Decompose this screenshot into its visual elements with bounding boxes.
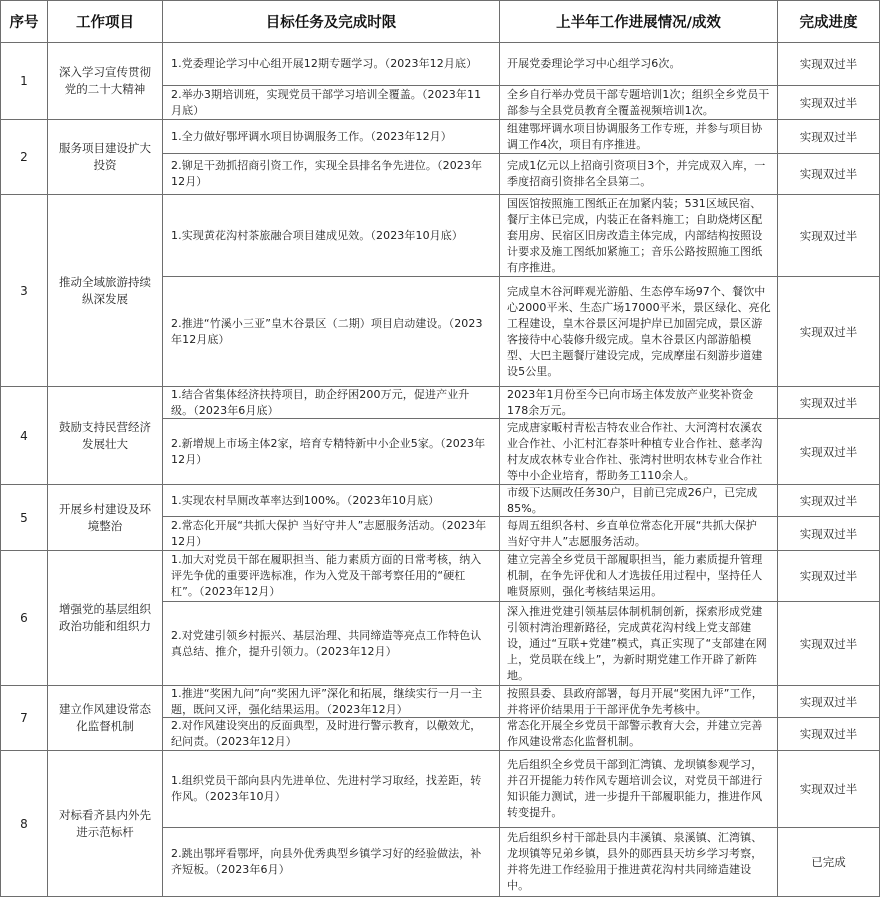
- task-cell: 2.常态化开展“共抓大保护 当好守井人”志愿服务活动。（2023年12月）: [171, 518, 487, 548]
- task-cell: 1.组织党员干部向县内先进单位、先进村学习取经，找差距，转作风。（2023年10月）: [171, 774, 482, 803]
- grid-line: [0, 550, 880, 551]
- task-cell: 2.举办3期培训班，实现党员干部学习培训全覆盖。（2023年11月底）: [171, 87, 482, 117]
- row-number: 3: [20, 283, 28, 298]
- grid-line: [162, 418, 880, 419]
- grid-line: [0, 194, 880, 195]
- grid-line: [162, 827, 880, 828]
- status-cell: 实现双过半: [799, 167, 858, 181]
- task-cell: 1.党委理论学习中心组开展12期专题学习。（2023年12月底）: [171, 57, 478, 70]
- status-cell: 实现双过半: [799, 57, 858, 71]
- progress-cell: 国医馆按照施工图纸正在加紧内装；531区域民宿、餐厅主体已完成，内装正在备料施工；自助烧烤区配套用房、民宿区旧房改造主体完成，内部结构按照设计要求及施工图纸加紧施工；音乐公路按照施工图纸有序推进。: [507, 196, 763, 274]
- task-cell: 2.铆足干劲抓招商引资工作，实现全县排名争先进位。（2023年12月）: [171, 159, 483, 188]
- header-status: 完成进度: [799, 15, 858, 31]
- status-cell: 实现双过半: [799, 493, 858, 508]
- progress-cell: 完成1亿元以上招商引资项目3个，并完成双入库，一季度招商引资排名全县第二。: [507, 159, 766, 188]
- progress-cell: 完成唐家畈村青松吉特农业合作社、大河湾村农溪农业合作社、小汇村汇春茶叶种植专业合作社、慈孝沟村友成农林专业合作社、张湾村世明农林专业合作社等中小企业培育，帮助务工110余人。: [507, 420, 763, 482]
- row-number: 7: [20, 711, 28, 725]
- status-cell: 实现双过半: [799, 526, 858, 541]
- header-task: 目标任务及完成时限: [265, 15, 397, 31]
- header-progress: 上半年工作进展情况/成效: [556, 15, 721, 31]
- grid-line: [162, 0, 163, 897]
- grid-line: [47, 0, 48, 897]
- status-cell: 实现双过半: [799, 569, 858, 583]
- grid-line: [0, 484, 880, 485]
- grid-line: [0, 42, 880, 43]
- progress-cell: 深入推进党建引领基层体制机制创新，探索形成党建引领村湾治理新路径，完成黄花沟村线上党支部建设，通过“互联+党建”模式，真正实现了“支部建在网上，党员联在线上”，为新时期党建工作开辟了新阵地。: [507, 604, 767, 682]
- task-cell: 2.推进“竹溪小三亚”皇木谷景区（二期）项目启动建设。（2023年12月底）: [171, 316, 483, 346]
- grid-line: [0, 0, 880, 1]
- task-cell: 1.实现黄花沟村茶旅融合项目建成见效。（2023年10月底）: [171, 228, 463, 242]
- row-number: 8: [20, 816, 28, 831]
- task-cell: 1.实现农村旱厕改革率达到100%。（2023年10月底）: [171, 493, 440, 507]
- work-item: 鼓励支持民营经济发展壮大: [59, 419, 151, 451]
- work-item: 服务项目建设扩大投资: [59, 141, 151, 172]
- status-cell: 实现双过半: [799, 324, 858, 339]
- status-cell: 已完成: [811, 855, 846, 869]
- grid-line: [499, 0, 500, 897]
- progress-cell: 每周五组织各村、乡直单位常态化开展“共抓大保护 当好守井人”志愿服务活动。: [507, 518, 757, 548]
- row-number: 6: [20, 611, 28, 625]
- grid-line: [0, 750, 880, 751]
- status-cell: 实现双过半: [799, 444, 858, 459]
- grid-line: [0, 896, 880, 897]
- work-item: 增强党的基层组织政治功能和组织力: [59, 602, 151, 633]
- task-cell: 1.推进“奖困九问”向“奖困九评”深化和拓展，继续实行一月一主题，既问又评，强化结果运用。（2023年12月）: [171, 686, 483, 716]
- task-cell: 2.对党建引领乡村振兴、基层治理、共同缔造等亮点工作特色认真总结、推介，提升引领力。（2023年12月）: [171, 628, 482, 658]
- work-item: 建立作风建设常态化监督机制: [59, 702, 151, 733]
- work-item: 深入学习宣传贯彻党的二十大精神: [59, 65, 151, 96]
- grid-line: [162, 717, 880, 718]
- row-number: 5: [20, 510, 28, 525]
- grid-line: [162, 85, 880, 86]
- status-cell: 实现双过半: [799, 95, 858, 110]
- task-cell: 2.跳出鄂坪看鄂坪，向县外优秀典型乡镇学习好的经验做法，补齐短板。（2023年6月）: [171, 847, 482, 876]
- grid-line: [162, 601, 880, 602]
- status-cell: 实现双过半: [799, 782, 858, 796]
- header-item: 工作项目: [76, 15, 134, 31]
- grid-line: [0, 386, 880, 387]
- progress-cell: 建立完善全乡党员干部履职担当，能力素质提升管理机制，在争先评优和人才选拔任用过程中，坚持任人唯贤原则，强化考核结果运用。: [507, 553, 763, 598]
- progress-cell: 2023年1月份至今已向市场主体发放产业奖补资金178余万元。: [507, 387, 754, 417]
- grid-line: [0, 685, 880, 686]
- progress-cell: 开展党委理论学习中心组学习6次。: [507, 57, 681, 70]
- row-number: 2: [20, 150, 28, 164]
- grid-line: [162, 276, 880, 277]
- grid-line: [162, 153, 880, 154]
- progress-cell: 全乡自行举办党员干部专题培训1次；组织全乡党员干部参与全县党员教育全覆盖视频培训1次。: [507, 87, 770, 117]
- progress-cell: 市级下达厕改任务30户，目前已完成26户，已完成85%。: [507, 485, 758, 515]
- progress-cell: 常态化开展全乡党员干部警示教育大会，并建立完善作风建设常态化监督机制。: [507, 719, 763, 748]
- task-cell: 2.新增规上市场主体2家，培育专精特新中小企业5家。（2023年12月）: [171, 436, 486, 466]
- grid-line: [0, 119, 880, 120]
- grid-line: [0, 0, 1, 897]
- status-cell: 实现双过半: [799, 694, 858, 709]
- header-no: 序号: [9, 15, 39, 31]
- progress-cell: 组建鄂坪调水项目协调服务工作专班，并参与项目协调工作4次，项目有序推进。: [507, 121, 763, 151]
- status-cell: 实现双过半: [799, 636, 858, 651]
- row-number: 4: [20, 428, 28, 443]
- progress-cell: 先后组织全乡党员干部到汇湾镇、龙坝镇参观学习，并召开提能力转作风专题培训会议，对党员干部进行知识能力测试，进一步提升干部履职能力，推进作风转变提升。: [507, 758, 763, 819]
- status-cell: 实现双过半: [799, 395, 858, 410]
- status-cell: 实现双过半: [799, 129, 858, 144]
- grid-line: [777, 0, 778, 897]
- grid-line: [162, 516, 880, 517]
- progress-cell: 完成皇木谷河畔观光游船、生态停车场97个、餐饮中心2000平米、生态广场17000平米，景区绿化、亮化工程建设，皇木谷景区河堤护岸已加固完成，景区游客接待中心装修升级完成。皇木谷景区内部游船模型、大巴主题餐厅建设完成，完成摩崖石刻游步道建设5公里。: [507, 284, 771, 378]
- work-item: 推动全域旅游持续纵深发展: [59, 274, 151, 306]
- status-cell: 实现双过半: [799, 228, 858, 243]
- progress-cell: 先后组织乡村干部赴县内丰溪镇、泉溪镇、汇湾镇、龙坝镇等兄弟乡镇，县外的郧西县天坊乡学习考察，并将先进工作经验用于推进黄花沟村共同缔造建设中。: [507, 831, 763, 892]
- progress-cell: 按照县委、县政府部署，每月开展“奖困九评”工作，并将评价结果用于干部评优争先考核中。: [507, 686, 763, 716]
- task-cell: 1.结合省集体经济扶持项目，助企纾困200万元，促进产业升级。（2023年6月底）: [171, 387, 470, 417]
- status-cell: 实现双过半: [799, 727, 858, 741]
- task-cell: 1.全力做好鄂坪调水项目协调服务工作。（2023年12月）: [171, 129, 452, 143]
- task-cell: 1.加大对党员干部在履职担当、能力素质方面的日常考核，纳入评先争优的重要评选标准，作为入党及干部考察任用的“硬杠杠”。（2023年12月）: [171, 553, 482, 598]
- row-number: 1: [20, 74, 28, 88]
- work-item: 对标看齐县内外先进示范标杆: [59, 807, 151, 839]
- work-item: 开展乡村建设及环境整治: [59, 501, 151, 533]
- task-cell: 2.对作风建设突出的反面典型，及时进行警示教育，以儆效尤，纪问责。（2023年12月）: [171, 719, 482, 748]
